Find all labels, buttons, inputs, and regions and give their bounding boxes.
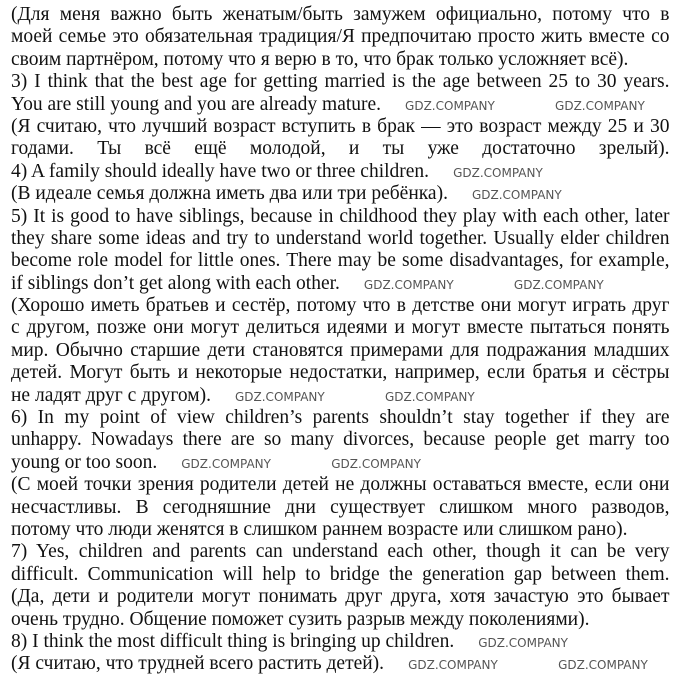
text-line-content: своим партнёром, потому что я верю в то, что брак только усложняет всё). bbox=[11, 48, 629, 70]
text-line bbox=[11, 653, 670, 675]
text-line bbox=[11, 452, 670, 474]
watermark: GDZ.COMPANY bbox=[513, 277, 604, 292]
text-line-content: детей. Могут быть и некоторые недостатки, например, если братья и сёстры bbox=[11, 362, 670, 384]
watermark: GDZ.COMPANY bbox=[478, 635, 568, 650]
text-line bbox=[11, 71, 670, 93]
text-line-content: (Для меня важно быть женатым/быть замужем официально, потому что в bbox=[11, 4, 670, 25]
text-line-content: мир. Обычно старшие дети становятся примерами для подражания младших bbox=[11, 339, 670, 361]
text-line bbox=[11, 116, 670, 138]
text-line-content: 8) I think the most difficult thing is bringing up children. bbox=[11, 630, 455, 652]
text-line-content: годами. Ты всё ещё молодой, и ты уже достаточно зрелый). bbox=[11, 138, 670, 160]
document-text bbox=[11, 4, 670, 676]
watermark: GDZ.COMPANY bbox=[331, 456, 421, 471]
text-line bbox=[11, 206, 670, 228]
text-line bbox=[11, 541, 670, 563]
text-line bbox=[11, 273, 670, 295]
text-line bbox=[11, 474, 670, 496]
watermark: GDZ.COMPANY bbox=[181, 456, 271, 471]
text-line-content: unhappy. Nowadays there are so many divorces, because people get marry too bbox=[11, 429, 670, 451]
text-line-content: не ладят друг с другом). bbox=[11, 384, 211, 406]
text-line-content: difficult. Communication will help to bridge the generation gap between them. bbox=[11, 563, 670, 585]
text-line-content: 6) In my point of view children’s parents shouldn’t stay together if they are bbox=[11, 407, 670, 429]
text-line bbox=[11, 564, 670, 586]
text-line-content: You are still young and you are already mature. bbox=[11, 93, 382, 115]
text-line bbox=[11, 631, 670, 653]
text-line bbox=[11, 362, 670, 384]
text-line-content: очень трудно. Общение поможет сузить разрыв между поколениями). bbox=[11, 608, 590, 630]
text-line bbox=[11, 497, 670, 519]
text-line bbox=[11, 49, 670, 71]
text-line-content: 7) Yes, children and parents can understand each other, though it can be very bbox=[11, 541, 670, 563]
text-line bbox=[11, 609, 670, 631]
text-line-content: 3) I think that the best age for getting married is the age between 25 to 30 years. bbox=[11, 71, 670, 93]
text-line bbox=[11, 250, 670, 272]
text-line bbox=[11, 519, 670, 541]
text-line-content: моей семье это обязательная традиция/Я предпочитаю просто жить вместе со bbox=[11, 26, 670, 48]
text-line-content: 4) A family should ideally have two or three children. bbox=[11, 160, 430, 182]
text-line-content: (Я считаю, что трудней всего растить детей). bbox=[11, 653, 385, 675]
text-line-content: (В идеале семья должна иметь два или три ребёнка). bbox=[11, 183, 448, 205]
watermark: GDZ.COMPANY bbox=[555, 98, 645, 113]
text-line-content: несчастливы. В сегодняшние дни существует слишком много разводов, bbox=[11, 496, 670, 518]
text-line-content: young or too soon. bbox=[11, 451, 158, 473]
watermark: GDZ.COMPANY bbox=[408, 658, 498, 673]
watermark: GDZ.COMPANY bbox=[234, 389, 325, 404]
text-line bbox=[11, 138, 670, 160]
text-line-content: they share some ideas and try to understand world together. Usually elder children bbox=[11, 227, 670, 249]
watermark: GDZ.COMPANY bbox=[471, 188, 562, 203]
text-line-content: (Хорошо иметь братьев и сестёр, потому что в детстве они могут играть друг bbox=[11, 295, 670, 317]
watermark: GDZ.COMPANY bbox=[558, 658, 648, 673]
watermark: GDZ.COMPANY bbox=[453, 165, 543, 180]
watermark: GDZ.COMPANY bbox=[384, 389, 475, 404]
text-line bbox=[11, 94, 670, 116]
text-line bbox=[11, 161, 670, 183]
text-line bbox=[11, 340, 670, 362]
text-line-content: с другом, позже они могут делиться идеями и могут вместе пытаться понять bbox=[11, 317, 670, 339]
text-line-content: (Я считаю, что лучший возраст вступить в брак — это возраст между 25 и 30 bbox=[11, 115, 670, 137]
text-line-content: (Да, дети и родители могут понимать друг друга, хотя зачастую это бывает bbox=[11, 586, 670, 608]
text-line bbox=[11, 317, 670, 339]
text-line bbox=[11, 429, 670, 451]
text-line bbox=[11, 586, 670, 608]
text-line bbox=[11, 228, 670, 250]
watermark: GDZ.COMPANY bbox=[363, 277, 454, 292]
text-line bbox=[11, 4, 670, 26]
text-line bbox=[11, 385, 670, 407]
watermark: GDZ.COMPANY bbox=[405, 98, 495, 113]
text-line-content: if siblings don’t get along with each other. bbox=[11, 272, 340, 294]
text-line bbox=[11, 295, 670, 317]
text-line-content: потому что люди женятся в слишком раннем возрасте или слишком рано). bbox=[11, 518, 628, 540]
text-line-content: become role model for little ones. There may be some disadvantages, for example, bbox=[11, 250, 670, 272]
text-line-content: (С моей точки зрения родители детей не должны оставаться вместе, если они bbox=[11, 474, 670, 496]
text-line-content: 5) It is good to have siblings, because in childhood they play with each other, later bbox=[11, 205, 670, 227]
text-line bbox=[11, 26, 670, 48]
text-line bbox=[11, 183, 670, 205]
text-line bbox=[11, 407, 670, 429]
